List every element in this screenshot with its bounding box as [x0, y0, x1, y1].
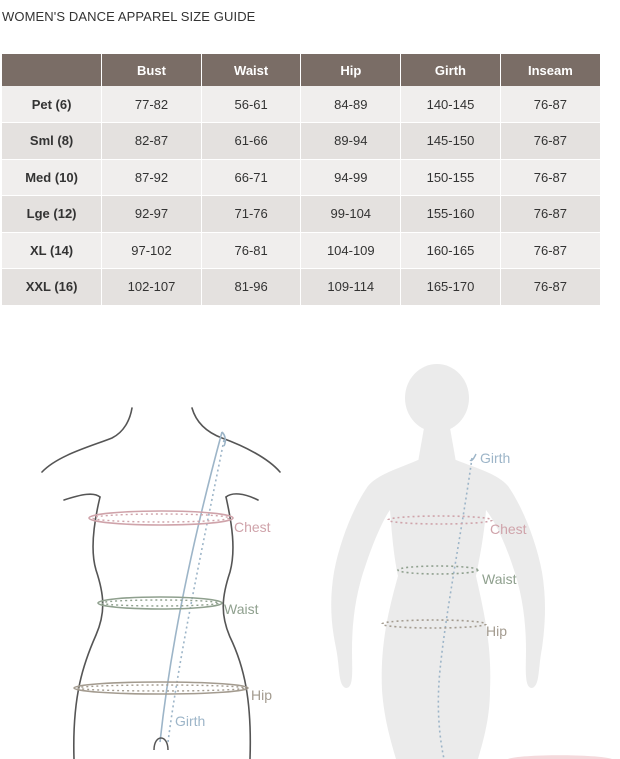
table-cell: 97-102: [102, 232, 202, 269]
table-cell: 76-87: [500, 159, 600, 196]
table-cell: 150-155: [401, 159, 501, 196]
left-girth-loop: [160, 432, 225, 742]
table-row: [2, 269, 600, 306]
table-cell: XXL (16): [2, 269, 102, 306]
table-cell: 76-87: [500, 196, 600, 233]
table-cell: 99-104: [301, 196, 401, 233]
table-cell: 56-61: [201, 86, 301, 123]
table-cell: XL (14): [2, 232, 102, 269]
table-cell: 102-107: [102, 269, 202, 306]
header-cell-girth: Girth: [401, 54, 501, 86]
table-cell: Sml (8): [2, 123, 102, 160]
right-chest-label: Chest: [490, 521, 527, 537]
left-hip-measure: [74, 682, 248, 694]
table-row: [2, 159, 600, 196]
table-cell: 76-87: [500, 232, 600, 269]
table-cell: 76-81: [201, 232, 301, 269]
table-header-row: [2, 54, 600, 86]
table-cell: 109-114: [301, 269, 401, 306]
table-cell: 87-92: [102, 159, 202, 196]
body-silhouette: [331, 364, 545, 759]
header-cell-size: [2, 54, 102, 86]
table-cell: 160-165: [401, 232, 501, 269]
table-cell: 82-87: [102, 123, 202, 160]
left-chest-label: Chest: [234, 519, 271, 535]
table-cell: 61-66: [201, 123, 301, 160]
measurement-diagram: [0, 350, 620, 759]
table-cell: Med (10): [2, 159, 102, 196]
table-cell: 76-87: [500, 123, 600, 160]
header-cell-hip: Hip: [301, 54, 401, 86]
left-chest-measure: [89, 511, 233, 525]
left-waist-label: Waist: [224, 601, 259, 617]
right-girth-hook: [470, 454, 476, 461]
table-cell: 140-145: [401, 86, 501, 123]
table-cell: 84-89: [301, 86, 401, 123]
table-row: [2, 123, 600, 160]
table-row: [2, 232, 600, 269]
right-girth-label: Girth: [480, 450, 511, 466]
table-cell: 76-87: [500, 269, 600, 306]
table-cell: 92-97: [102, 196, 202, 233]
table-cell: 77-82: [102, 86, 202, 123]
right-waist-label: Waist: [482, 571, 517, 587]
table-cell: Pet (6): [2, 86, 102, 123]
table-row: [2, 196, 600, 233]
page-title: WOMEN'S DANCE APPAREL SIZE GUIDE: [2, 9, 256, 24]
table-cell: 89-94: [301, 123, 401, 160]
table-cell: 104-109: [301, 232, 401, 269]
table-cell: 81-96: [201, 269, 301, 306]
table-cell: 94-99: [301, 159, 401, 196]
size-table: [2, 54, 600, 306]
decorative-shape: [508, 755, 612, 759]
left-waist-measure: [98, 597, 222, 609]
table-cell: 155-160: [401, 196, 501, 233]
left-hip-label: Hip: [251, 687, 273, 703]
header-cell-inseam: Inseam: [500, 54, 600, 86]
table-cell: 165-170: [401, 269, 501, 306]
table-cell: 66-71: [201, 159, 301, 196]
header-cell-bust: Bust: [102, 54, 202, 86]
table-cell: 76-87: [500, 86, 600, 123]
torso-outline: [42, 408, 280, 759]
table-row: [2, 86, 600, 123]
header-cell-waist: Waist: [201, 54, 301, 86]
table-cell: 71-76: [201, 196, 301, 233]
table-cell: Lge (12): [2, 196, 102, 233]
right-hip-label: Hip: [486, 623, 508, 639]
table-cell: 145-150: [401, 123, 501, 160]
left-girth-label: Girth: [175, 713, 206, 729]
